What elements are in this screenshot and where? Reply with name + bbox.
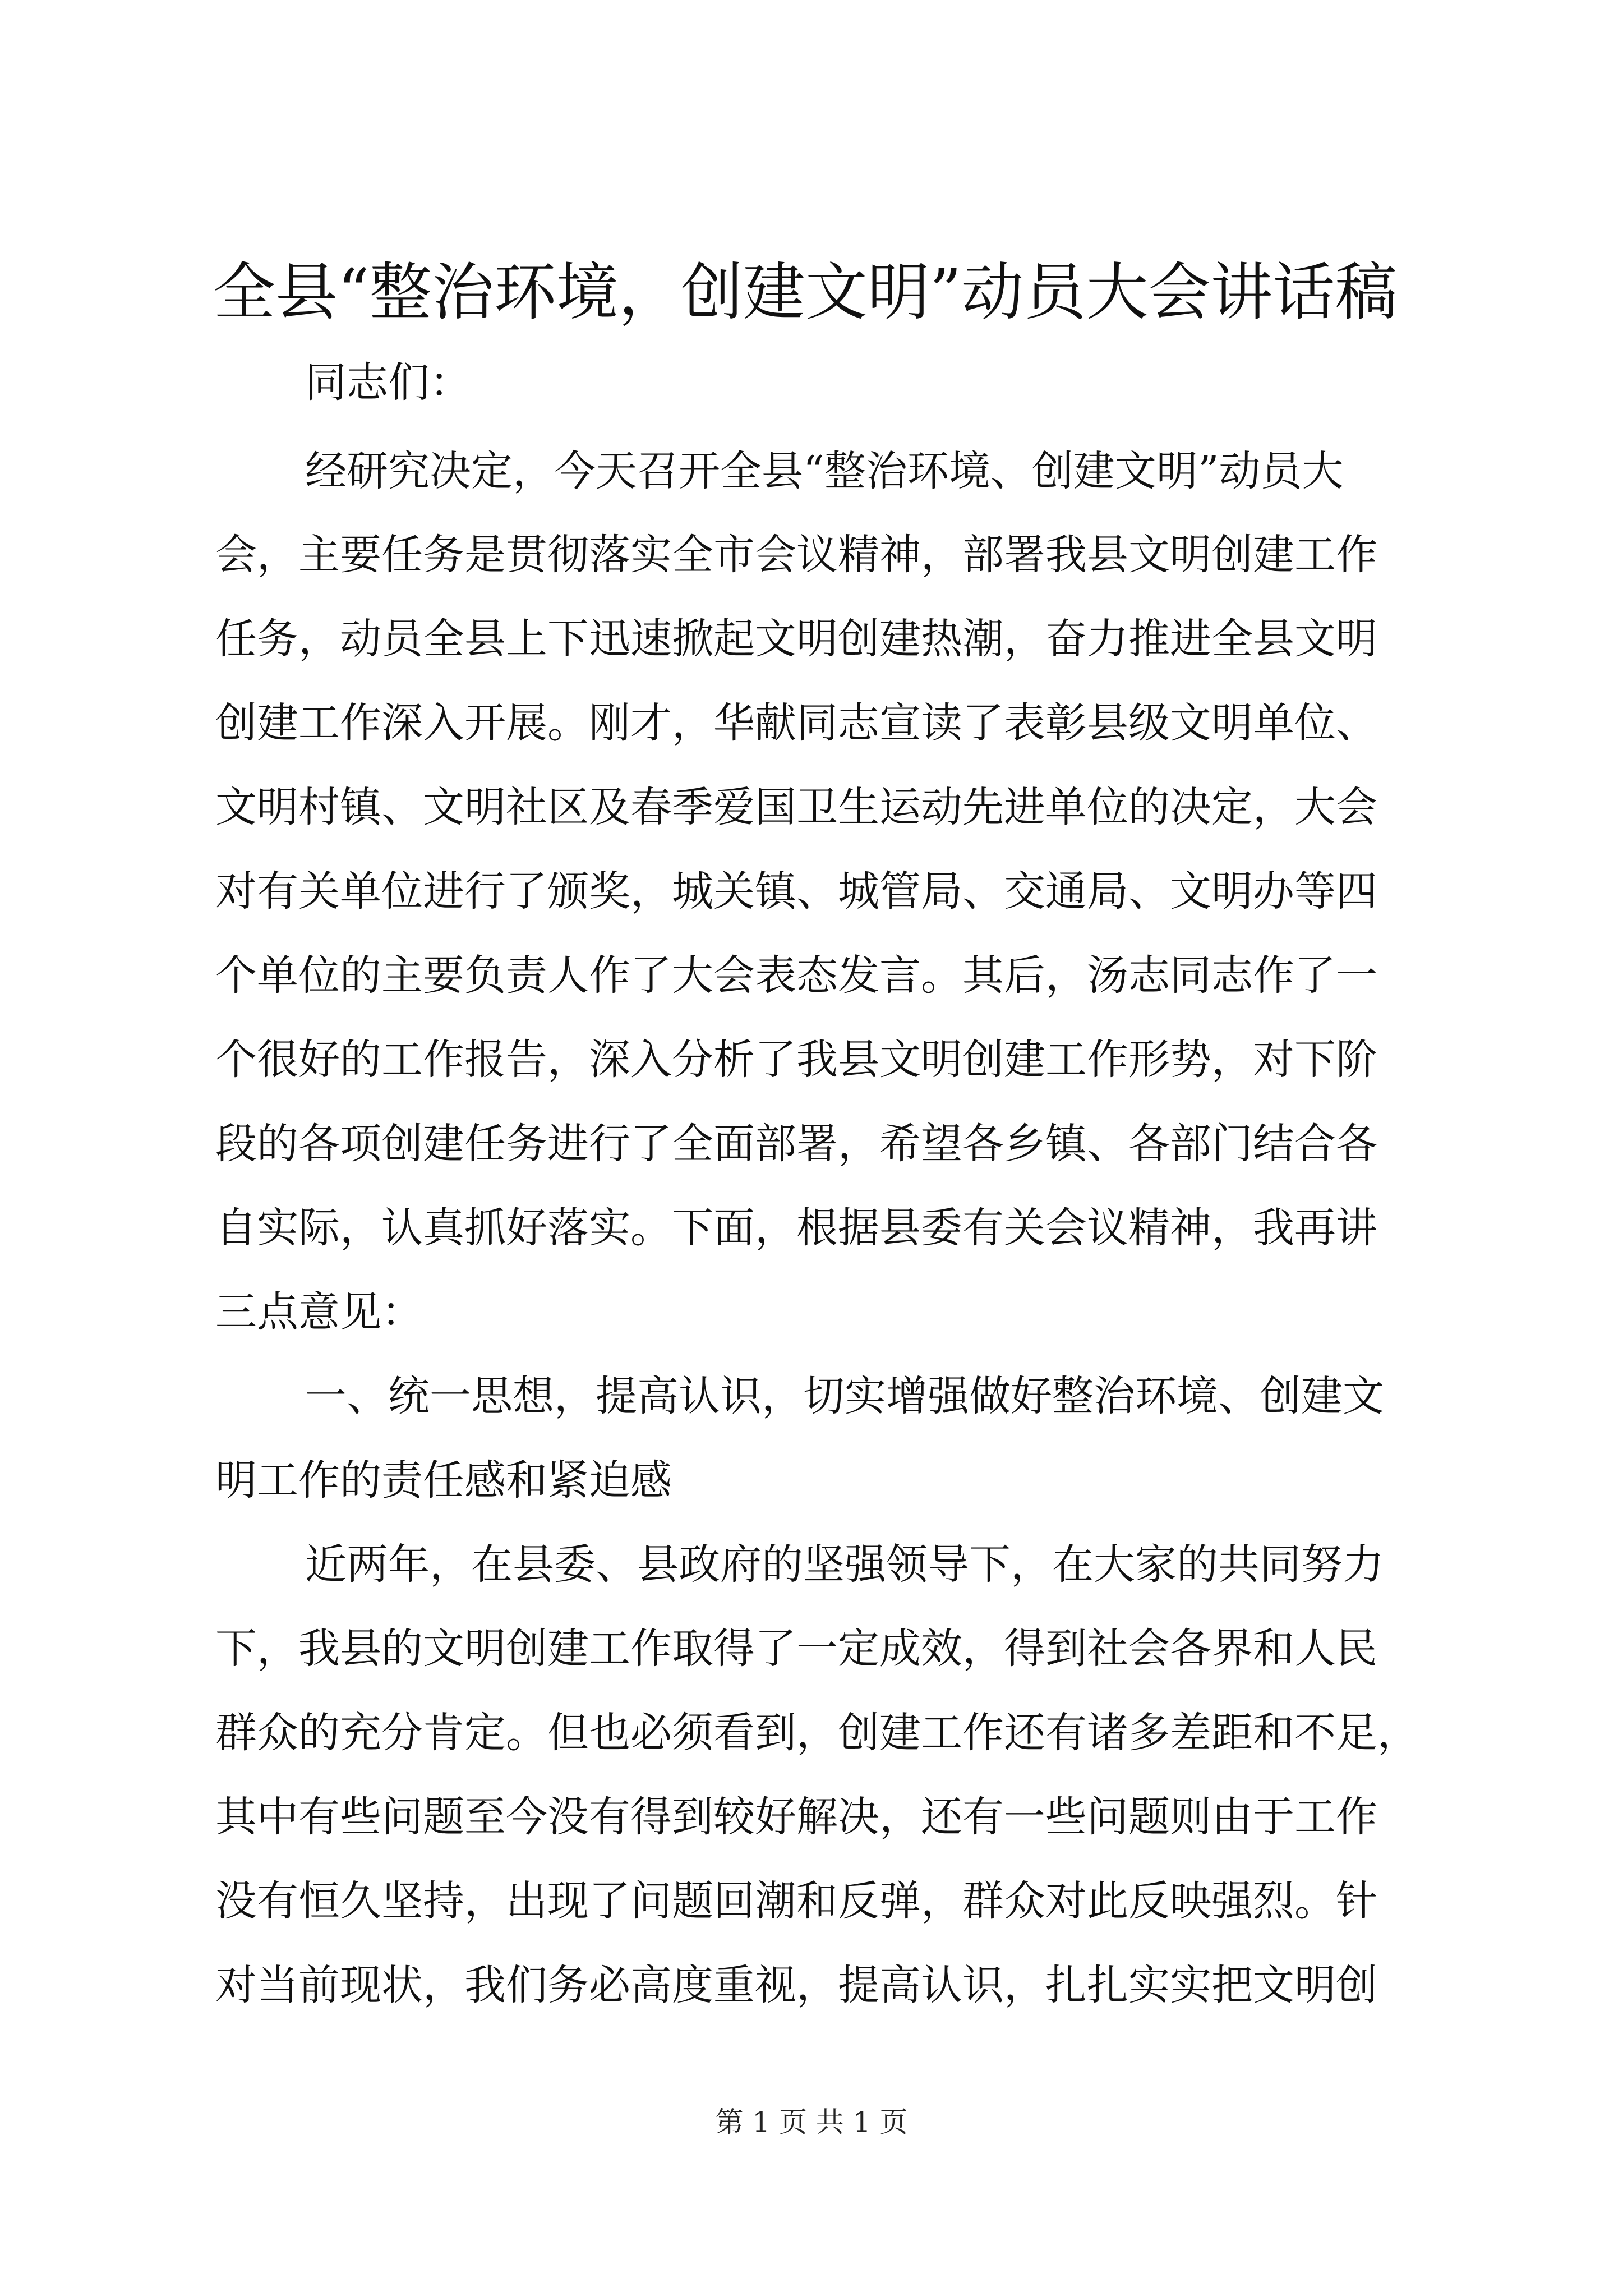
paragraph-line: 会，主要任务是贯彻落实全市会议精神，部署我县文明创建工作 (215, 531, 1377, 579)
section-heading-line: 明工作的责任感和紧迫感 (215, 1456, 672, 1504)
paragraph-line: 个很好的工作报告，深入分析了我县文明创建工作形势，对下阶 (215, 1036, 1377, 1084)
paragraph-line: 文明村镇、文明社区及春季爱国卫生运动先进单位的决定，大会 (215, 783, 1377, 831)
salutation-line: 同志们： (305, 358, 471, 407)
paragraph-line: 对当前现状，我们务必高度重视，提高认识，扎扎实实把文明创 (215, 1961, 1377, 2009)
paragraph-line: 近两年，在县委、县政府的坚强领导下，在大家的共同努力 (305, 1540, 1384, 1589)
paragraph-line: 其中有些问题至今没有得到较好解决，还有一些问题则由于工作 (215, 1793, 1377, 1841)
paragraph-line: 创建工作深入开展。刚才，华献同志宣读了表彰县级文明单位、 (215, 699, 1377, 747)
paragraph-line: 下，我县的文明创建工作取得了一定成效，得到社会各界和人民 (215, 1625, 1377, 1673)
section-heading-line: 一、统一思想，提高认识，切实增强做好整治环境、创建文 (305, 1372, 1384, 1420)
paragraph-line: 段的各项创建任务进行了全面部署，希望各乡镇、各部门结合各 (215, 1120, 1377, 1168)
paragraph-line: 对有关单位进行了颁奖，城关镇、城管局、交通局、文明办等四 (215, 867, 1377, 915)
paragraph-line: 经研究决定，今天召开全县“整治环境、创建文明”动员大 (305, 447, 1344, 495)
paragraph-line: 任务，动员全县上下迅速掀起文明创建热潮，奋力推进全县文明 (215, 615, 1377, 663)
document-title: 全县“整治环境，创建文明”动员大会讲话稿 (213, 256, 1398, 329)
paragraph-line: 个单位的主要负责人作了大会表态发言。其后，汤志同志作了一 (215, 951, 1377, 1000)
paragraph-line: 自实际，认真抓好落实。下面，根据县委有关会议精神，我再讲 (215, 1204, 1377, 1252)
paragraph-line: 三点意见： (215, 1288, 423, 1336)
paragraph-line: 群众的充分肯定。但也必须看到，创建工作还有诸多差距和不足， (215, 1709, 1419, 1757)
page-number-footer: 第 1 页 共 1 页 (715, 2106, 908, 2138)
paragraph-line: 没有恒久坚持，出现了问题回潮和反弹，群众对此反映强烈。针 (215, 1877, 1377, 1925)
